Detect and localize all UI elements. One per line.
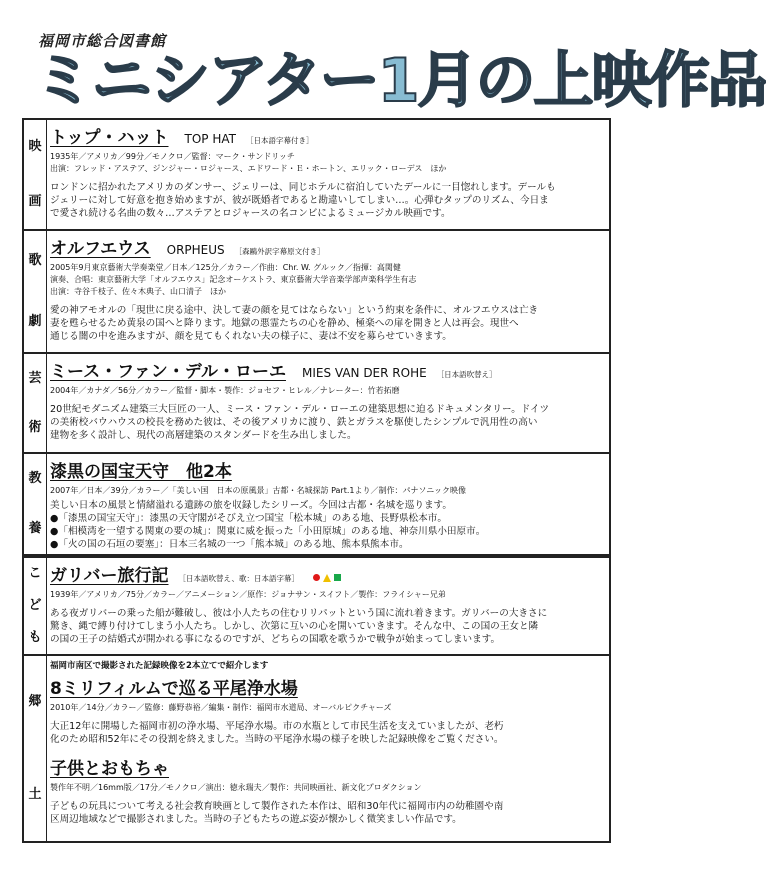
film-title: オルフエウス bbox=[50, 239, 151, 259]
film-entry bbox=[50, 231, 603, 343]
film-title-en: MIES VAN DER ROHE bbox=[301, 366, 427, 380]
film-entry bbox=[50, 558, 603, 646]
page-title: ミニシアター1月の上映作品 bbox=[34, 46, 766, 116]
category-label: 郷 土 bbox=[24, 656, 47, 841]
film-description: 20世紀モダニズム建築三大巨匠の一人、ミース・ファン・デル・ローエの建築思想に迫るドキュメンタリー。ドイツ の美術校バウハウスの校長を務めた彼は、その後アメリカに渡り、鉄とガラスを駆使したシンプルで汎用性の高い 建物を多く設計し、現代の高層建築のスタンダードを生み出しました。 bbox=[50, 404, 550, 441]
film-meta: 製作年不明／16mm版／17分／モノクロ／演出：徳永瑞夫／製作：共同映画社、新文化プロダクション bbox=[50, 783, 422, 792]
section-art bbox=[22, 352, 611, 454]
film-title: 子供とおもちゃ bbox=[50, 759, 169, 779]
film-description: ある夜ガリバーの乗った船が難破し、彼は小人たちの住むリリパットという国に流れ着きます。ガリバーの大きさに 驚き、縄で縛り付けてしまう小人たち。しかし、次第に互いの心を開いていきます。そんな中、この国の王女と隣 の国の王子の結婚式が開かれる事になるのですが、どちらの国歌を歌うかで戦争が始まってしまいます。 bbox=[50, 608, 548, 645]
film-title: 漆黒の国宝天守 他2本 bbox=[50, 462, 232, 482]
green-square-icon bbox=[334, 574, 341, 581]
film-meta: 演奏、合唱：東京藝術大学「オルフエウス」記念オーケストラ、東京藝術大学音楽学部声楽科学生有志 bbox=[50, 275, 417, 284]
film-note: ［日本語吹替え］ bbox=[436, 370, 497, 379]
film-entry bbox=[50, 354, 603, 442]
film-note: ［森鷗外訳字幕原文付き］ bbox=[234, 247, 325, 256]
category-label: 芸 術 bbox=[24, 354, 47, 452]
film-meta: 2004年／カナダ／56分／カラー／監督・脚本・製作：ジョセフ・ヒレル／ナレーター：竹若拓磨 bbox=[50, 386, 400, 395]
film-meta: 2007年／日本／39分／カラー／「美しい国 日本の原風景」古都・名城探訪 Part.1より／制作：パナソニック映像 bbox=[50, 486, 466, 495]
film-title: ミース・ファン・デル・ローエ bbox=[50, 362, 286, 382]
film-title-en: TOP HAT bbox=[184, 132, 236, 146]
film-meta: 1939年／アメリカ／75分／カラー／アニメーション／原作：ジョナサン・スイフト／製作：フライシャー兄弟 bbox=[50, 590, 446, 599]
film-entry bbox=[50, 674, 603, 746]
film-meta: 出演：寺谷千枝子、佐々木典子、山口清子 ほか bbox=[50, 287, 226, 296]
film-description: 愛の神アモオルの「現世に戻る途中、決して妻の顔を見てはならない」という約束を条件に、オルフエウスは亡き 妻を甦らせるため黄泉の国へと降ります。地獄の悪霊たちの心を静め、極楽への扉を開きと人は再会。現世へ 通じる闇の中を進みますが、顔を見てもくれない夫の様子に、妻は不安を募らせていきます。 bbox=[50, 305, 539, 342]
film-meta: 1935年／アメリカ／99分／モノクロ／監督：マーク・サンドリッチ bbox=[50, 152, 295, 161]
section-local bbox=[22, 654, 611, 843]
yellow-triangle-icon bbox=[323, 574, 331, 582]
film-entry bbox=[50, 754, 603, 826]
category-label: 教 養 bbox=[24, 454, 47, 554]
film-description: 子どもの玩具について考える社会教育映画として製作された本作は、昭和30年代に福岡市内の幼稚園や南 区周辺地域などで撮影されました。当時の子どもたちの遊ぶ姿が懐かしく微笑ましい作品です。 bbox=[50, 801, 504, 825]
film-entry bbox=[50, 120, 603, 220]
section-intro: 福岡市南区で撮影された記録映像を2本立てで紹介します bbox=[50, 661, 269, 671]
section-kids bbox=[22, 556, 611, 656]
category-label: 映 画 bbox=[24, 120, 47, 229]
organization-name: 福岡市総合図書館 bbox=[38, 32, 167, 50]
red-circle-icon bbox=[313, 574, 320, 581]
film-title: ガリバー旅行記 bbox=[50, 566, 169, 586]
film-meta: 2005年9月東京藝術大学奏楽堂／日本／125分／カラー／作曲：Chr. W. グルック／指揮：高関健 bbox=[50, 263, 401, 272]
film-meta: 出演：フレッド・アステア、ジンジャー・ロジャース、エドワード・Ｅ・ホートン、エリック・ローデス ほか bbox=[50, 164, 447, 173]
film-meta: 2010年／14分／カラー／監修：藤野恭裕／編集・制作：福岡市水道局、オーバルピクチャーズ bbox=[50, 703, 392, 712]
film-description: 美しい日本の風景と情緒溢れる遺跡の旅を収録したシリーズ。今回は古都・名城を巡ります。 ●「漆黒の国宝天守」：漆黒の天守閣がそびえ立つ国宝「松本城」のある地、長野県松本市。 ●「相模湾を一望する関東の要の城」：関東に威を振った「小田原城」のある地、神奈川県小田原市。 ●「火の国の石垣の要塞」：日本三名城の一つ「熊本城」のある地、熊本県熊本市。 bbox=[50, 500, 486, 550]
film-title-en: ORPHEUS bbox=[166, 243, 225, 257]
universal-design-marks bbox=[313, 574, 341, 582]
section-movie bbox=[22, 118, 611, 231]
film-note: ［日本語字幕付き］ bbox=[245, 136, 314, 145]
category-label: 歌 劇 bbox=[24, 231, 47, 352]
section-opera bbox=[22, 229, 611, 354]
film-description: ロンドンに招かれたアメリカのダンサー、ジェリーは、同じホテルに宿泊していたデールに一目惚れします。デールも ジェリーに対して好意を抱き始めますが、彼が既婚者であると勘違いしてしまい…。心弾むタップのリズム、今日ま で愛され続ける名曲の数々…アステアとロジャースの名コンビによるミュージカル映画です。 bbox=[50, 182, 556, 219]
film-note: ［日本語吹替え、歌：日本語字幕］ bbox=[178, 574, 299, 583]
film-description: 大正12年に開場した福岡市初の浄水場、平尾浄水場。市の水瓶として市民生活を支えていましたが、老朽 化のため昭和52年にその役割を終えました。当時の平尾浄水場の様子を映した記録映像をご覧ください。 bbox=[50, 721, 504, 745]
section-culture bbox=[22, 452, 611, 556]
film-title: トップ・ハット bbox=[50, 128, 169, 148]
category-label: こ ど も bbox=[24, 558, 47, 654]
film-title: 8ミリフィルムで巡る平尾浄水場 bbox=[50, 679, 298, 699]
film-entry bbox=[50, 454, 603, 551]
